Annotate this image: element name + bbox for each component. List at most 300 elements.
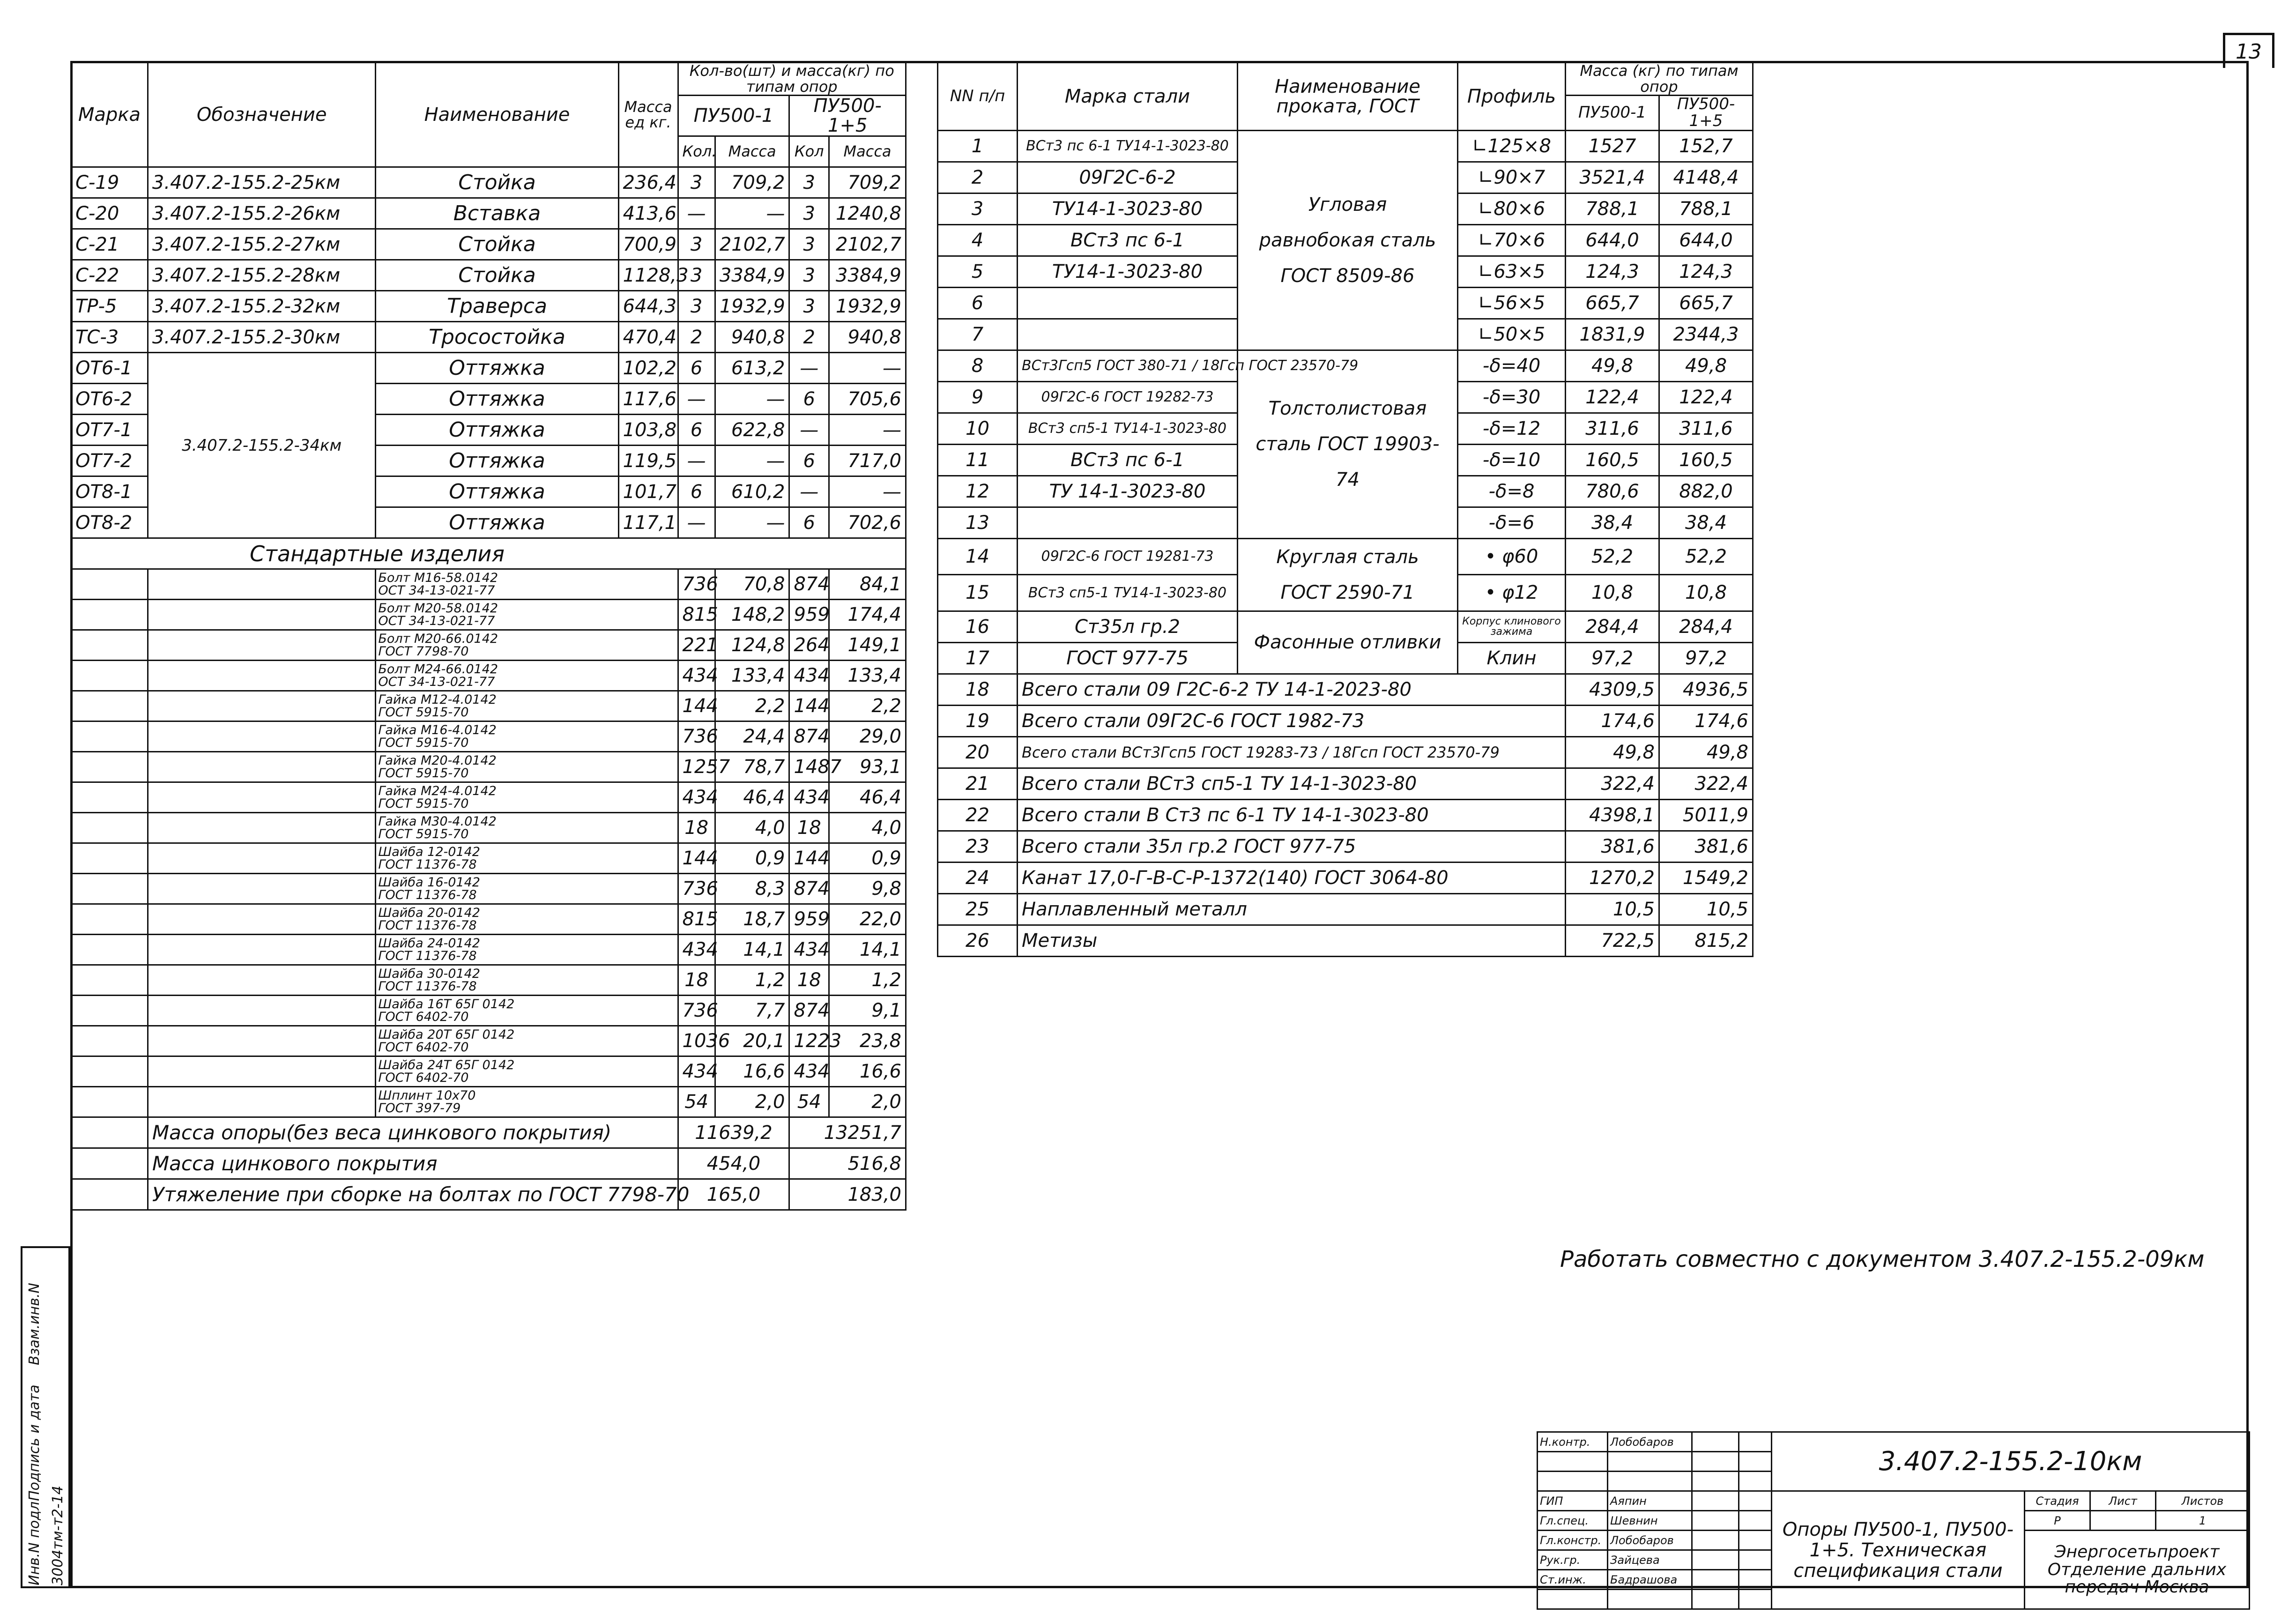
cell-mass2: 665,7 (1659, 287, 1753, 319)
total-value1: 454,0 (678, 1148, 789, 1179)
cell-profile: -δ=40 (1458, 350, 1566, 381)
cell-group: Угловая равнобокая сталь ГОСТ 8509-86 (1238, 130, 1458, 350)
cell-mass1: 722,5 (1566, 925, 1659, 956)
cell-empty (71, 813, 148, 843)
cell-nn: 4 (938, 224, 1018, 256)
cell-nn: 24 (938, 862, 1018, 893)
cell-mass-unit: 117,6 (618, 384, 678, 415)
cell-mass1: 14,1 (715, 935, 789, 965)
side-sign: Подпись и дата (26, 1384, 43, 1501)
cell-kol1: 3 (678, 291, 715, 322)
cell-mass2: 9,1 (829, 996, 906, 1026)
hdr-oboznachenie: Обозначение (148, 63, 375, 167)
cell-empty (71, 600, 148, 630)
cell-mass2: 10,5 (1659, 893, 1753, 925)
cell-mass1: 97,2 (1566, 642, 1659, 674)
cell-kol1: 736 (678, 996, 715, 1026)
cell-mass2: 4148,4 (1659, 162, 1753, 193)
cell-mass1: 788,1 (1566, 193, 1659, 224)
cell-group: Фасонные отливки (1238, 611, 1458, 674)
std-name-line2: ГОСТ 11376-78 (378, 888, 477, 903)
cell-nn: 1 (938, 130, 1018, 162)
std-name-line1: Болт М16-58.0142 (378, 571, 498, 586)
cell-mass1: 613,2 (715, 353, 789, 384)
summary-text: Метизы (1018, 925, 1566, 956)
cell-nn: 2 (938, 162, 1018, 193)
cell-kol2: 874 (789, 996, 829, 1026)
cell-kol2: 434 (789, 1056, 829, 1087)
cell-kol1: 3 (678, 167, 715, 198)
cell-empty (71, 1117, 148, 1148)
std-name-line2: ОСТ 34-13-021-77 (378, 675, 495, 690)
cell-kol1: — (678, 507, 715, 538)
cell-mass1: 780,6 (1566, 476, 1659, 507)
cell-mass2: 174,6 (1659, 705, 1753, 736)
summary-row (938, 768, 1753, 799)
summary-row (938, 736, 1753, 768)
cell-kol2: 3 (789, 167, 829, 198)
cell-std-name (376, 965, 678, 996)
cell-kol2: 434 (789, 661, 829, 691)
cell-empty (71, 782, 148, 813)
stamp-role-4: Рук.гр. (1538, 1550, 1608, 1570)
cell-kol2: 1223 (789, 1026, 829, 1056)
table-row (71, 167, 906, 198)
cell-empty (148, 965, 375, 996)
cell-kol1: 18 (678, 965, 715, 996)
hdr-profil: Профиль (1458, 63, 1566, 131)
table-row (938, 611, 1753, 642)
cell-empty (71, 1148, 148, 1179)
cell-kol2: 3 (789, 198, 829, 229)
cell-kol2: 18 (789, 813, 829, 843)
cell-empty (71, 752, 148, 782)
total-row (71, 1148, 906, 1179)
cell-empty (148, 813, 375, 843)
cell-empty (148, 600, 375, 630)
cell-std-name (376, 874, 678, 904)
parts-table (70, 62, 907, 1211)
cell-mass2: 702,6 (829, 507, 906, 538)
stamp-name-5: Бадрашова (1608, 1570, 1692, 1590)
cell-kol2: 1487 (789, 752, 829, 782)
cell-kol2: 434 (789, 935, 829, 965)
cell-kol1: 54 (678, 1087, 715, 1117)
cell-marka: С-19 (71, 167, 148, 198)
std-name-line2: ГОСТ 397-79 (378, 1101, 461, 1116)
std-name-line1: Гайка М20-4.0142 (378, 753, 497, 768)
cell-empty (148, 691, 375, 721)
cell-kol2: — (789, 353, 829, 384)
cell-nn: 13 (938, 507, 1018, 538)
cell-marka: ОТ7-1 (71, 415, 148, 446)
cell-kol2: 3 (789, 260, 829, 291)
summary-text: Всего стали 09Г2С-6 ГОСТ 1982-73 (1018, 705, 1566, 736)
stamp-role-2: Гл.спец. (1538, 1511, 1608, 1531)
cell-mass2: — (829, 353, 906, 384)
table-row (938, 350, 1753, 381)
cell-kol1: 1257 (678, 752, 715, 782)
cell-mass2: 10,8 (1659, 575, 1753, 611)
cell-kol1: 434 (678, 1056, 715, 1087)
cell-steel (1018, 319, 1238, 350)
cell-std-name (376, 600, 678, 630)
cell-steel: ВСт3 пс 6-1 ТУ14-1-3023-80 (1018, 130, 1238, 162)
table-row (71, 630, 906, 661)
cell-empty (71, 843, 148, 874)
cell-mass2: 3384,9 (829, 260, 906, 291)
cell-mass1: 20,1 (715, 1026, 789, 1056)
cell-nn: 16 (938, 611, 1018, 642)
stamp-name-1: Аяпин (1608, 1491, 1692, 1511)
std-name-line1: Гайка М12-4.0142 (378, 692, 497, 707)
cell-mass1: 3521,4 (1566, 162, 1659, 193)
table-row (71, 1056, 906, 1087)
cell-kol2: 144 (789, 691, 829, 721)
cell-mass2: 122,4 (1659, 381, 1753, 413)
cell-mass1: 2102,7 (715, 229, 789, 260)
hdr-t2: ПУ500-1+5 (1659, 96, 1753, 130)
cell-kol2: 874 (789, 569, 829, 600)
cell-profile: • φ12 (1458, 575, 1566, 611)
cell-kol2: 874 (789, 874, 829, 904)
cell-mass1: 70,8 (715, 569, 789, 600)
page-number: 13 (2223, 33, 2274, 68)
cell-mass1: — (715, 384, 789, 415)
cell-mass2: 23,8 (829, 1026, 906, 1056)
cell-mass2: 940,8 (829, 322, 906, 353)
std-name-line2: ГОСТ 5915-70 (378, 766, 469, 781)
cell-mass1: 24,4 (715, 721, 789, 752)
cell-marka: ОТ8-1 (71, 476, 148, 507)
std-name-line1: Гайка М30-4.0142 (378, 814, 497, 829)
table-row (71, 691, 906, 721)
total-row (71, 1117, 906, 1148)
std-name-line1: Шайба 20-0142 (378, 906, 480, 921)
cell-mass1: 381,6 (1566, 831, 1659, 862)
std-name-line2: ГОСТ 5915-70 (378, 705, 469, 720)
hdr-type1: ПУ500-1 (678, 96, 789, 136)
cell-nn: 19 (938, 705, 1018, 736)
table-row (71, 198, 906, 229)
cell-kol2: 874 (789, 721, 829, 752)
std-name-line2: ГОСТ 6402-70 (378, 1010, 469, 1025)
hdr-kol: Кол. (678, 136, 715, 167)
cell-kol1: 1036 (678, 1026, 715, 1056)
cell-nn: 20 (938, 736, 1018, 768)
cell-name: Вставка (376, 198, 618, 229)
cell-profile: Клин (1458, 642, 1566, 674)
cell-mass2: 311,6 (1659, 413, 1753, 444)
std-name-line1: Шайба 24-0142 (378, 936, 480, 951)
cell-mass2: 149,1 (829, 630, 906, 661)
cell-name: Оттяжка (376, 507, 618, 538)
cell-empty (71, 691, 148, 721)
table-row (71, 935, 906, 965)
cell-mass-unit: 103,8 (618, 415, 678, 446)
cell-steel: ВСт3 сп5-1 ТУ14-1-3023-80 (1018, 413, 1238, 444)
cell-mass2: 93,1 (829, 752, 906, 782)
cell-mass2: 1,2 (829, 965, 906, 996)
table-row (71, 661, 906, 691)
cell-group: Круглая сталь ГОСТ 2590-71 (1238, 538, 1458, 611)
cell-empty (148, 1026, 375, 1056)
cell-kol2: 264 (789, 630, 829, 661)
cell-name: Стойка (376, 167, 618, 198)
cell-std-name (376, 1056, 678, 1087)
side-inv: Инв.N подл. (26, 1497, 43, 1585)
cell-empty (71, 569, 148, 600)
cell-profile: ∟50×5 (1458, 319, 1566, 350)
cell-mass1: 52,2 (1566, 538, 1659, 575)
cell-steel: ВСт3 сп5-1 ТУ14-1-3023-80 (1018, 575, 1238, 611)
cell-std-name (376, 782, 678, 813)
table-row (71, 752, 906, 782)
cell-mass1: 49,8 (1566, 736, 1659, 768)
hdr-massa-types: Масса (кг) по типам опор (1566, 63, 1753, 96)
cell-mass2: 705,6 (829, 384, 906, 415)
cell-nn: 5 (938, 256, 1018, 287)
summary-row (938, 925, 1753, 956)
cell-mass1: 4309,5 (1566, 674, 1659, 705)
cell-nn: 26 (938, 925, 1018, 956)
cell-nn: 8 (938, 350, 1018, 381)
table-row (71, 229, 906, 260)
cell-marka: С-22 (71, 260, 148, 291)
cell-name: Оттяжка (376, 384, 618, 415)
cell-mass2: 14,1 (829, 935, 906, 965)
cell-mass2: 2102,7 (829, 229, 906, 260)
total-value1: 11639,2 (678, 1117, 789, 1148)
cell-mass1: 1527 (1566, 130, 1659, 162)
cell-mass1: — (715, 198, 789, 229)
cell-mass-unit: 700,9 (618, 229, 678, 260)
cell-kol1: 736 (678, 721, 715, 752)
cell-mass2: 2,2 (829, 691, 906, 721)
hdr-type2: ПУ500-1+5 (789, 96, 906, 136)
std-name-line1: Шайба 16-0142 (378, 875, 480, 890)
std-name-line2: ГОСТ 11376-78 (378, 949, 477, 964)
cell-empty (148, 996, 375, 1026)
cell-std-name (376, 1026, 678, 1056)
std-name-line2: ОСТ 34-13-021-77 (378, 583, 495, 598)
cell-name: Оттяжка (376, 476, 618, 507)
cell-mass-unit: 1128,3 (618, 260, 678, 291)
cell-mass2: 124,3 (1659, 256, 1753, 287)
total-value2: 516,8 (789, 1148, 906, 1179)
cell-kol1: 6 (678, 476, 715, 507)
note-text: Работать совместно с документом 3.407.2-155.2-09км (1560, 1246, 2205, 1272)
cell-mass2: 4936,5 (1659, 674, 1753, 705)
hdr-massa-ed: Масса ед кг. (618, 63, 678, 167)
summary-text: Всего стали 09 Г2С-6-2 ТУ 14-1-2023-80 (1018, 674, 1566, 705)
cell-empty (148, 721, 375, 752)
cell-mass2: 709,2 (829, 167, 906, 198)
std-name-line2: ГОСТ 6402-70 (378, 1071, 469, 1086)
cell-empty (148, 1087, 375, 1117)
cell-mass2: 49,8 (1659, 736, 1753, 768)
summary-row (938, 705, 1753, 736)
cell-kol2: 3 (789, 229, 829, 260)
hdr-prokat: Наименование проката, ГОСТ (1238, 63, 1458, 131)
cell-nn: 9 (938, 381, 1018, 413)
cell-empty (71, 904, 148, 935)
stamp-role-1: ГИП (1538, 1491, 1608, 1511)
cell-nn: 7 (938, 319, 1018, 350)
table-row (71, 996, 906, 1026)
table-row (71, 353, 906, 384)
cell-empty (71, 1087, 148, 1117)
cell-mass2: — (829, 415, 906, 446)
cell-profile: -δ=6 (1458, 507, 1566, 538)
cell-mass1: 148,2 (715, 600, 789, 630)
sheet-header: Лист (2090, 1491, 2156, 1511)
cell-mass2: 882,0 (1659, 476, 1753, 507)
cell-mass1: 10,8 (1566, 575, 1659, 611)
cell-group: Толстолистовая сталь ГОСТ 19903-74 (1238, 350, 1458, 538)
cell-oboznachenie: 3.407.2-155.2-26км (148, 198, 375, 229)
total-label: Масса опоры(без веса цинкового покрытия) (148, 1117, 678, 1148)
cell-kol1: 2 (678, 322, 715, 353)
stamp-date-0 (1739, 1432, 1772, 1452)
cell-name: Оттяжка (376, 353, 618, 384)
summary-text: Всего стали 35л гр.2 ГОСТ 977-75 (1018, 831, 1566, 862)
cell-mass1: 311,6 (1566, 413, 1659, 444)
cell-nn: 3 (938, 193, 1018, 224)
cell-mass2: 1549,2 (1659, 862, 1753, 893)
cell-std-name (376, 691, 678, 721)
cell-marka: ТС-3 (71, 322, 148, 353)
cell-name: Траверса (376, 291, 618, 322)
cell-kol2: 18 (789, 965, 829, 996)
doc-code: 3.407.2-155.2-10км (1772, 1432, 2250, 1491)
hdr-massa2: Масса (829, 136, 906, 167)
hdr-t1: ПУ500-1 (1566, 96, 1659, 130)
cell-mass2: 4,0 (829, 813, 906, 843)
cell-steel (1018, 507, 1238, 538)
cell-kol2: 959 (789, 600, 829, 630)
cell-empty (148, 874, 375, 904)
cell-kol1: 736 (678, 874, 715, 904)
cell-marka: ОТ8-2 (71, 507, 148, 538)
cell-kol1: 736 (678, 569, 715, 600)
summary-row (938, 862, 1753, 893)
cell-profile: -δ=12 (1458, 413, 1566, 444)
cell-nn: 10 (938, 413, 1018, 444)
stamp-role-5: Ст.инж. (1538, 1570, 1608, 1590)
cell-empty (148, 1056, 375, 1087)
cell-kol1: 434 (678, 661, 715, 691)
std-name-line1: Болт М24-66.0142 (378, 662, 498, 677)
cell-nn: 21 (938, 768, 1018, 799)
cell-profile: Корпус клинового зажима (1458, 611, 1566, 642)
cell-nn: 25 (938, 893, 1018, 925)
cell-kol2: — (789, 476, 829, 507)
cell-mass-unit: 644,3 (618, 291, 678, 322)
cell-profile: -δ=10 (1458, 444, 1566, 476)
table-row (938, 130, 1753, 162)
table-row (71, 782, 906, 813)
stage-value: Р (2025, 1511, 2090, 1531)
table-row (71, 260, 906, 291)
summary-text: Всего стали В Ст3 пс 6-1 ТУ 14-1-3023-80 (1018, 799, 1566, 831)
cell-name: Стойка (376, 260, 618, 291)
hdr-nn: NN п/п (938, 63, 1018, 131)
cell-std-name (376, 752, 678, 782)
cell-kol1: 3 (678, 260, 715, 291)
std-name-line1: Шайба 12-0142 (378, 845, 480, 860)
cell-marka: ТР-5 (71, 291, 148, 322)
cell-nn: 11 (938, 444, 1018, 476)
cell-mass1: 1270,2 (1566, 862, 1659, 893)
table-row (71, 904, 906, 935)
cell-empty (71, 661, 148, 691)
cell-steel: ТУ14-1-3023-80 (1018, 193, 1238, 224)
stamp-role-3: Гл.констр. (1538, 1531, 1608, 1550)
cell-profile: • φ60 (1458, 538, 1566, 575)
cell-mass-unit: 102,2 (618, 353, 678, 384)
cell-mass2: — (829, 476, 906, 507)
stamp-name-2: Шевнин (1608, 1511, 1692, 1531)
cell-nn: 6 (938, 287, 1018, 319)
cell-kol1: — (678, 384, 715, 415)
cell-marka: ОТ6-1 (71, 353, 148, 384)
cell-std-name (376, 661, 678, 691)
cell-mass1: 709,2 (715, 167, 789, 198)
cell-mass2: 52,2 (1659, 538, 1753, 575)
total-value2: 13251,7 (789, 1117, 906, 1148)
table-row (938, 538, 1753, 575)
cell-kol2: 959 (789, 904, 829, 935)
cell-mass2: 84,1 (829, 569, 906, 600)
cell-profile: ∟56×5 (1458, 287, 1566, 319)
cell-kol2: 434 (789, 782, 829, 813)
cell-nn: 22 (938, 799, 1018, 831)
cell-mass2: 322,4 (1659, 768, 1753, 799)
cell-mass2: 16,6 (829, 1056, 906, 1087)
cell-steel: 09Г2С-6 ГОСТ 19282-73 (1018, 381, 1238, 413)
cell-steel: ТУ 14-1-3023-80 (1018, 476, 1238, 507)
cell-kol1: 18 (678, 813, 715, 843)
std-title: Стандартные изделия (71, 538, 906, 569)
hdr-naimenovanie: Наименование (376, 63, 618, 167)
doc-title: Опоры ПУ500-1, ПУ500-1+5. Техническая спецификация стали (1772, 1491, 2025, 1609)
cell-kol1: 221 (678, 630, 715, 661)
cell-mass2: 174,4 (829, 600, 906, 630)
std-name-line2: ГОСТ 7798-70 (378, 644, 469, 659)
std-name-line2: ГОСТ 5915-70 (378, 827, 469, 842)
std-name-line2: ГОСТ 5915-70 (378, 736, 469, 751)
cell-kol1: 6 (678, 353, 715, 384)
cell-marka: ОТ6-2 (71, 384, 148, 415)
cell-mass1: 1,2 (715, 965, 789, 996)
std-name-line1: Шайба 24Т 65Г 0142 (378, 1058, 515, 1073)
cell-kol1: — (678, 446, 715, 476)
cell-steel: ВСт3 пс 6-1 (1018, 444, 1238, 476)
cell-steel: 09Г2С-6-2 (1018, 162, 1238, 193)
cell-mass1: 133,4 (715, 661, 789, 691)
table-row (71, 569, 906, 600)
cell-profile: ∟90×7 (1458, 162, 1566, 193)
cell-mass1: 16,6 (715, 1056, 789, 1087)
cell-std-name (376, 904, 678, 935)
std-name-line2: ОСТ 34-13-021-77 (378, 614, 495, 629)
cell-kol1: — (678, 198, 715, 229)
cell-steel: 09Г2С-6 ГОСТ 19281-73 (1018, 538, 1238, 575)
cell-mass1: 8,3 (715, 874, 789, 904)
cell-oboznachenie: 3.407.2-155.2-32км (148, 291, 375, 322)
cell-mass2: 644,0 (1659, 224, 1753, 256)
